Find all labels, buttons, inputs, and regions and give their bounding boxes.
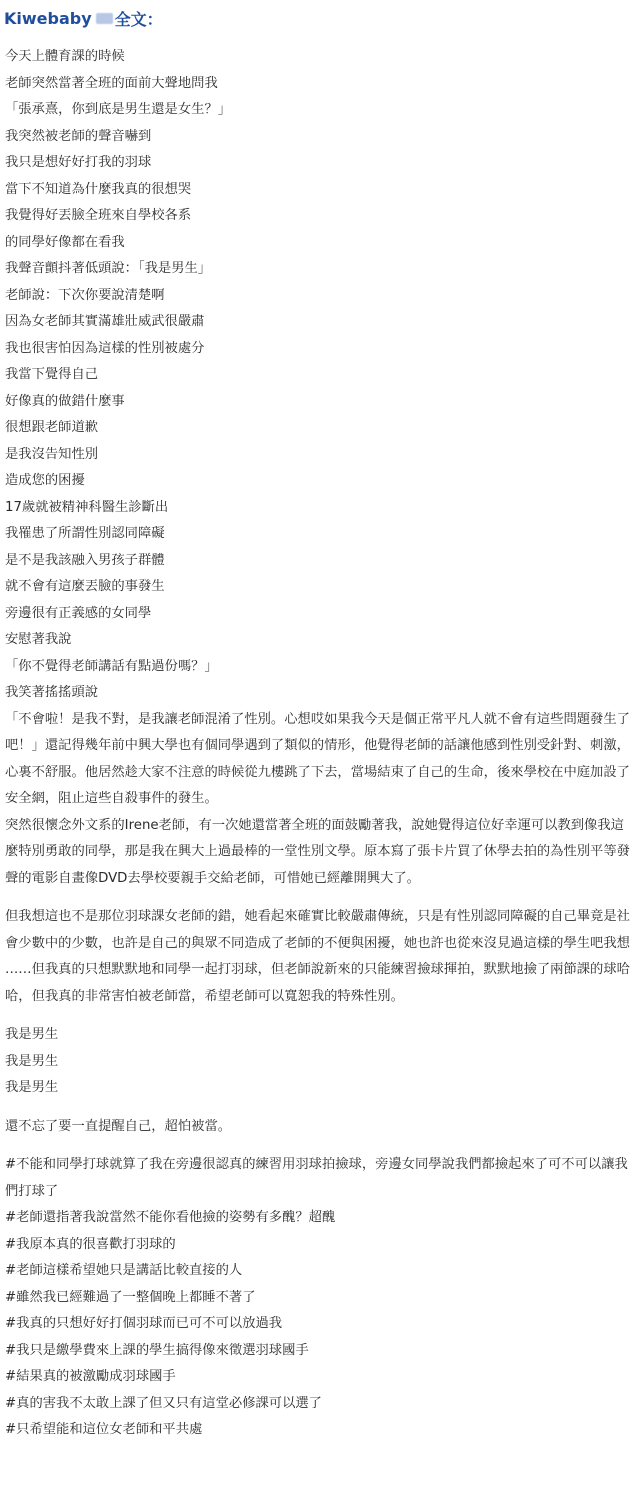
hashtag-line: #雖然我已經難過了一整個晚上都睡不著了 xyxy=(5,1289,256,1305)
post-body xyxy=(5,44,635,1444)
poem-line: 很想跟老師道歉 xyxy=(5,420,99,435)
poem-line: 是不是我該融入男孩子群體 xyxy=(5,552,165,568)
poem-line: 就不會有這麼丟臉的事發生 xyxy=(5,579,165,594)
poem-line: 今天上體育課的時候 xyxy=(5,49,125,64)
hashtag-line: #老師還指著我說當然不能你看他撿的姿勢有多醜？超醜 xyxy=(5,1210,336,1225)
poem-line: 旁邊很有正義感的女同學 xyxy=(5,605,152,621)
hashtag-line: #我真的只想好好打個羽球而已可不可以放過我 xyxy=(5,1316,283,1331)
hashtag-line: #我只是繳學費來上課的學生搞得像來徵選羽球國手 xyxy=(5,1342,309,1358)
poem-line: 「張承熹，你到底是男生還是女生？」 xyxy=(5,102,232,117)
paragraph-badminton-teacher: 但我想這也不是那位羽球課女老師的錯，她看起來確實比較嚴肅傳統，只是有性別認同障礙的自己畢竟是社會少數中的少數，也許是自己的與眾不同造成了老師的不便與困擾，她也許也從來沒見過這樣的學生吧我想……但我真的只想默默地和同學一起打羽球，但老師說新來的只能練習撿球揮拍，默默地撿了兩節課的球哈哈，但我真的非常害怕被老師當，希望老師可以寬恕我的特殊性別。 xyxy=(5,909,630,1004)
poem-line: 我突然被老師的聲音嚇到 xyxy=(5,128,152,144)
repeat-line: 我是男生 xyxy=(5,1053,59,1069)
poem-line: 當下不知道為什麼我真的很想哭 xyxy=(5,181,192,197)
hashtag-line: #只希望能和這位女老師和平共處 xyxy=(5,1422,203,1437)
repeat-line: 我是男生 xyxy=(5,1027,59,1042)
poem-line: 老師突然當著全班的面前大聲地問我 xyxy=(5,75,218,91)
poem-line: 17歲就被精神科醫生診斷出 xyxy=(5,499,169,515)
poem-line: 我罹患了所謂性別認同障礙 xyxy=(5,526,165,541)
poem-line: 我覺得好丟臉全班來自學校各系 xyxy=(5,208,192,223)
poem-line: 因為女老師其實滿雄壯威武很嚴肅 xyxy=(5,314,205,329)
paragraph-gap xyxy=(5,1102,635,1114)
poem-line: 我笑著搖搖頭說 xyxy=(5,685,99,700)
post-header xyxy=(4,6,163,30)
paragraph-irene-teacher: 突然很懷念外文系的Irene老師，有一次她還當著全班的面鼓勵著我，說她覺得這位好幸運可以教到像我這麼特別勇敢的同學，那是我在興大上過最棒的一堂性別文學。原本寫了張卡片買了休學去拍的為性別平等發聲的電影自畫像DVD去學校要親手交給老師，可惜她已經離開興大了。 xyxy=(5,817,630,886)
blurred-username-mark xyxy=(96,13,113,24)
reminder-line: 還不忘了要一直提醒自己，超怕被當。 xyxy=(5,1118,232,1134)
poem-line: 「你不覺得老師講話有點過份嗎？」 xyxy=(5,658,218,674)
header-suffix: 全文： xyxy=(114,9,163,29)
hashtag-line: #不能和同學打球就算了我在旁邊很認真的練習用羽球拍撿球，旁邊女同學說我們都撿起來了可不可以讓我們打球了 xyxy=(5,1157,628,1199)
hashtag-line: #我原本真的很喜歡打羽球的 xyxy=(5,1236,176,1252)
poem-line: 老師說：下次你要說清楚啊 xyxy=(5,287,165,303)
repeat-line: 我是男生 xyxy=(5,1080,59,1095)
author-name[interactable]: Kiwebaby xyxy=(4,8,92,28)
poem-line: 造成您的困擾 xyxy=(5,473,85,488)
poem-line: 我當下覺得自己 xyxy=(5,367,99,382)
poem-line: 是我沒告知性別 xyxy=(5,446,99,462)
paragraph-apology: 「不會啦！是我不對，是我讓老師混淆了性別。心想哎如果我今天是個正常平凡人就不會有這些問題發生了吧！」還記得幾年前中興大學也有個同學遇到了類似的情形，他覺得老師的話讓他感到性別受針對、刺激，心裏不舒服。他居然趁大家不注意的時候從九樓跳了下去，當場結束了自己的生命，後來學校在中庭加設了安全網，阻止這些自殺事件的發生。 xyxy=(5,711,630,806)
hashtag-line: #老師這樣希望她只是講話比較直接的人 xyxy=(5,1263,243,1278)
poem-line: 我只是想好好打我的羽球 xyxy=(5,155,152,170)
poem-line: 我也很害怕因為這樣的性別被處分 xyxy=(5,340,205,356)
hashtag-line: #結果真的被激勵成羽球國手 xyxy=(5,1369,176,1384)
poem-line: 我聲音顫抖著低頭說：「我是男生」 xyxy=(5,261,212,276)
poem-line: 好像真的做錯什麼事 xyxy=(5,393,125,409)
poem-line: 安慰著我說 xyxy=(5,632,72,647)
paragraph-gap xyxy=(5,1140,635,1152)
poem-line: 的同學好像都在看我 xyxy=(5,234,125,250)
hashtag-line: #真的害我不太敢上課了但又只有這堂必修課可以選了 xyxy=(5,1395,322,1411)
paragraph-gap xyxy=(5,892,635,904)
paragraph-gap xyxy=(5,1010,635,1022)
